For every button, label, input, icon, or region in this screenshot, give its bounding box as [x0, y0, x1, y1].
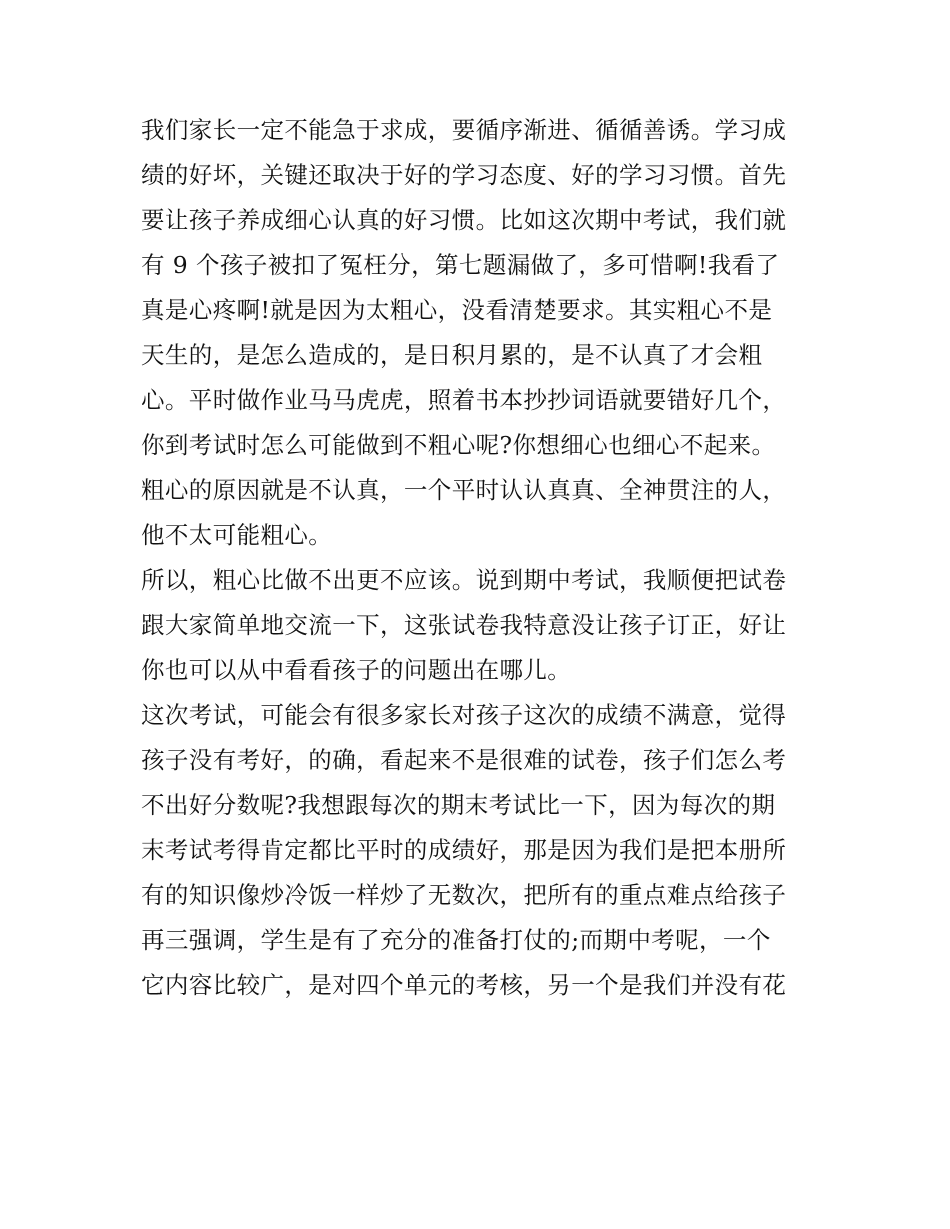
text-line: 这次考试，可能会有很多家长对孩子这次的成绩不满意，觉得	[141, 701, 787, 729]
text-line: 不出好分数呢?我想跟每次的期末考试比一下，因为每次的期	[141, 791, 776, 819]
text-line: 要让孩子养成细心认真的好习惯。比如这次期中考试，我们就	[141, 206, 787, 234]
text-line: 所以，粗心比做不出更不应该。说到期中考试，我顺便把试卷	[141, 566, 787, 594]
text-line: 有的知识像炒冷饭一样炒了无数次，把所有的重点难点给孩子	[141, 881, 787, 909]
text-line: 再三强调，学生是有了充分的准备打仗的;而期中考呢，一个	[141, 926, 771, 954]
text-line: 孩子没有考好，的确，看起来不是很难的试卷，孩子们怎么考	[141, 746, 787, 774]
text-line: 跟大家简单地交流一下，这张试卷我特意没让孩子订正，好让	[141, 611, 787, 639]
text-line: 末考试考得肯定都比平时的成绩好，那是因为我们是把本册所	[141, 836, 787, 864]
paragraph-1	[141, 108, 821, 558]
paragraph-3	[141, 693, 821, 1008]
text-line: 它内容比较广，是对四个单元的考核，另一个是我们并没有花	[141, 971, 787, 999]
text-line: 粗心的原因就是不认真，一个平时认认真真、全神贯注的人，	[141, 476, 787, 504]
paragraph-2	[141, 558, 821, 693]
text-line: 真是心疼啊!就是因为太粗心，没看清楚要求。其实粗心不是	[141, 296, 773, 324]
text-line: 我们家长一定不能急于求成，要循序渐进、循循善诱。学习成	[141, 116, 787, 144]
document-page	[141, 108, 821, 1008]
text-line: 天生的，是怎么造成的，是日积月累的，是不认真了才会粗	[141, 341, 763, 369]
text-line: 他不太可能粗心。	[141, 521, 333, 549]
text-line: 绩的好坏，关键还取决于好的学习态度、好的学习习惯。首先	[141, 161, 787, 189]
text-line: 你到考试时怎么可能做到不粗心呢?你想细心也细心不起来。	[141, 431, 776, 459]
text-line: 心。平时做作业马马虎虎，照着书本抄抄词语就要错好几个，	[141, 386, 787, 414]
text-line: 有 9 个孩子被扣了冤枉分，第七题漏做了，多可惜啊!我看了	[141, 251, 780, 279]
text-line: 你也可以从中看看孩子的问题出在哪儿。	[141, 656, 572, 684]
